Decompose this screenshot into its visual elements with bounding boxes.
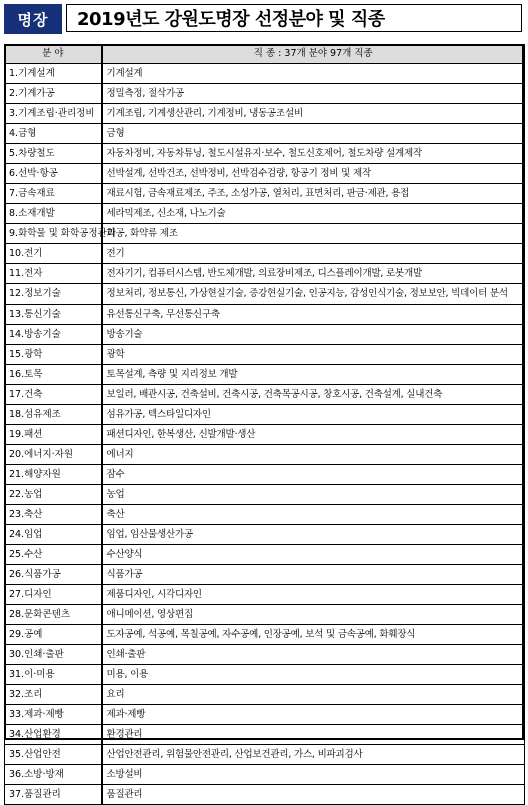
category-badge: 명장: [4, 4, 62, 34]
occupation-cell: 기계조립, 기계생산관리, 기계정비, 냉동공조설비: [102, 104, 525, 124]
table-row: [5, 525, 525, 545]
table-row: [5, 765, 525, 785]
table-row: [5, 385, 525, 405]
field-cell: 11.전자: [5, 264, 102, 284]
table-row: [5, 365, 525, 385]
table-body: [5, 64, 525, 805]
occupation-cell: 환경관리: [102, 725, 525, 745]
field-cell: 27.디자인: [5, 585, 102, 605]
occupation-cell: 잠수: [102, 465, 525, 485]
field-cell: 32.조리: [5, 685, 102, 705]
occupation-cell: 선박설계, 선박건조, 선박정비, 선박검수검량, 항공기 정비 및 제작: [102, 164, 525, 184]
field-cell: 17.건축: [5, 385, 102, 405]
occupation-cell: 수산양식: [102, 545, 525, 565]
table-row: [5, 745, 525, 765]
field-cell: 4.금형: [5, 124, 102, 144]
field-cell: 20.에너지·자원: [5, 445, 102, 465]
table-row: [5, 84, 525, 104]
table-row: [5, 124, 525, 144]
table-row: [5, 465, 525, 485]
occupation-cell: 미용, 이용: [102, 665, 525, 685]
field-cell: 36.소방·방재: [5, 765, 102, 785]
field-cell: 9.화학물 및 화학공정관리: [5, 224, 102, 244]
occupation-cell: 토목설계, 측량 및 지리정보 개발: [102, 365, 525, 385]
table-row: [5, 325, 525, 345]
occupation-cell: 패션디자인, 한복생산, 신발개발·생산: [102, 425, 525, 445]
occupation-cell: 보일러, 배관시공, 건축설비, 건축시공, 건축목공시공, 창호시공, 건축설계, 실내건축: [102, 385, 525, 405]
occupation-cell: 방송기술: [102, 325, 525, 345]
table-row: [5, 64, 525, 84]
occupation-cell: 정보처리, 정보통신, 가상현실기술, 증강현실기술, 인공지능, 감성인식기술, 정보보안, 빅데이터 분석: [102, 284, 525, 305]
field-cell: 19.패션: [5, 425, 102, 445]
table-row: [5, 264, 525, 284]
occupation-cell: 인쇄·출판: [102, 645, 525, 665]
field-cell: 28.문화콘텐츠: [5, 605, 102, 625]
occupation-cell: 재료시험, 금속재료제조, 주조, 소성가공, 열처리, 표면처리, 판금·제관, 용접: [102, 184, 525, 204]
field-cell: 7.금속재료: [5, 184, 102, 204]
table-row: [5, 645, 525, 665]
occupation-cell: 제품디자인, 시각디자인: [102, 585, 525, 605]
occupation-cell: 제과·제빵: [102, 705, 525, 725]
field-cell: 22.농업: [5, 485, 102, 505]
table-row: [5, 585, 525, 605]
table-row: [5, 204, 525, 224]
occupation-cell: 식품가공: [102, 565, 525, 585]
field-cell: 3.기계조립·관리정비: [5, 104, 102, 124]
table-row: [5, 625, 525, 645]
field-cell: 2.기계가공: [5, 84, 102, 104]
occupation-cell: 화공, 화약류 제조: [102, 224, 525, 244]
field-cell: 35.산업안전: [5, 745, 102, 765]
field-cell: 34.산업환경: [5, 725, 102, 745]
field-cell: 6.선박·항공: [5, 164, 102, 184]
occupation-cell: 금형: [102, 124, 525, 144]
occupation-cell: 유선통신구축, 무선통신구축: [102, 305, 525, 325]
occupation-cell: 소방설비: [102, 765, 525, 785]
field-cell: 37.품질관리: [5, 785, 102, 805]
field-cell: 33.제과·제빵: [5, 705, 102, 725]
occupation-cell: 섬유가공, 텍스타일디자인: [102, 405, 525, 425]
field-cell: 12.정보기술: [5, 284, 102, 305]
field-cell: 1.기계설계: [5, 64, 102, 84]
occupation-cell: 요리: [102, 685, 525, 705]
table-row: [5, 425, 525, 445]
table-row: [5, 545, 525, 565]
occupation-cell: 축산: [102, 505, 525, 525]
table-row: [5, 505, 525, 525]
table-row: [5, 485, 525, 505]
field-cell: 31.이·미용: [5, 665, 102, 685]
table-row: [5, 224, 525, 244]
table-row: [5, 164, 525, 184]
field-cell: 23.축산: [5, 505, 102, 525]
table-row: [5, 665, 525, 685]
header: [4, 4, 524, 34]
field-cell: 16.토목: [5, 365, 102, 385]
table-row: [5, 785, 525, 805]
occupation-cell: 세라믹제조, 신소재, 나노기술: [102, 204, 525, 224]
table-row: [5, 184, 525, 204]
table-row: [5, 725, 525, 745]
table-row: [5, 305, 525, 325]
field-cell: 21.해양자원: [5, 465, 102, 485]
field-cell: 30.인쇄·출판: [5, 645, 102, 665]
occupation-cell: 광학: [102, 345, 525, 365]
table-row: [5, 605, 525, 625]
field-cell: 8.소재개발: [5, 204, 102, 224]
occupation-cell: 농업: [102, 485, 525, 505]
field-cell: 26.식품가공: [5, 565, 102, 585]
table-row: [5, 685, 525, 705]
table-row: [5, 104, 525, 124]
occupation-cell: 자동차정비, 자동차튜닝, 철도시설유지·보수, 철도신호제어, 철도차량 설계제작: [102, 144, 525, 164]
table-row: [5, 565, 525, 585]
header-occupation: 직 종 : 37개 분야 97개 직종: [102, 45, 525, 64]
occupation-cell: 애니메이션, 영상편집: [102, 605, 525, 625]
occupation-cell: 정밀측정, 절삭가공: [102, 84, 525, 104]
field-cell: 24.임업: [5, 525, 102, 545]
occupation-cell: 전기: [102, 244, 525, 264]
field-table: [4, 44, 525, 805]
table-row: [5, 284, 525, 305]
page-title: 2019년도 강원도명장 선정분야 및 직종: [66, 4, 522, 32]
table-row: [5, 445, 525, 465]
occupation-cell: 산업안전관리, 위험물안전관리, 산업보건관리, 가스, 비파괴검사: [102, 745, 525, 765]
occupation-cell: 도자공예, 석공예, 목칠공예, 자수공예, 인장공예, 보석 및 금속공예, 화훼장식: [102, 625, 525, 645]
table-header-row: [5, 45, 525, 64]
table-row: [5, 405, 525, 425]
occupation-cell: 에너지: [102, 445, 525, 465]
table-row: [5, 345, 525, 365]
table-row: [5, 244, 525, 264]
occupation-cell: 전자기기, 컴퓨터시스템, 반도체개발, 의료장비제조, 디스플레이개발, 로봇개발: [102, 264, 525, 284]
occupation-cell: 품질관리: [102, 785, 525, 805]
field-cell: 15.광학: [5, 345, 102, 365]
field-cell: 14.방송기술: [5, 325, 102, 345]
occupation-cell: 임업, 임산물생산가공: [102, 525, 525, 545]
table-row: [5, 705, 525, 725]
field-cell: 18.섬유제조: [5, 405, 102, 425]
field-cell: 29.공예: [5, 625, 102, 645]
field-cell: 5.차량철도: [5, 144, 102, 164]
field-cell: 10.전기: [5, 244, 102, 264]
table-row: [5, 144, 525, 164]
occupation-cell: 기계설계: [102, 64, 525, 84]
field-cell: 13.통신기술: [5, 305, 102, 325]
field-cell: 25.수산: [5, 545, 102, 565]
header-field: 분 야: [5, 45, 102, 64]
